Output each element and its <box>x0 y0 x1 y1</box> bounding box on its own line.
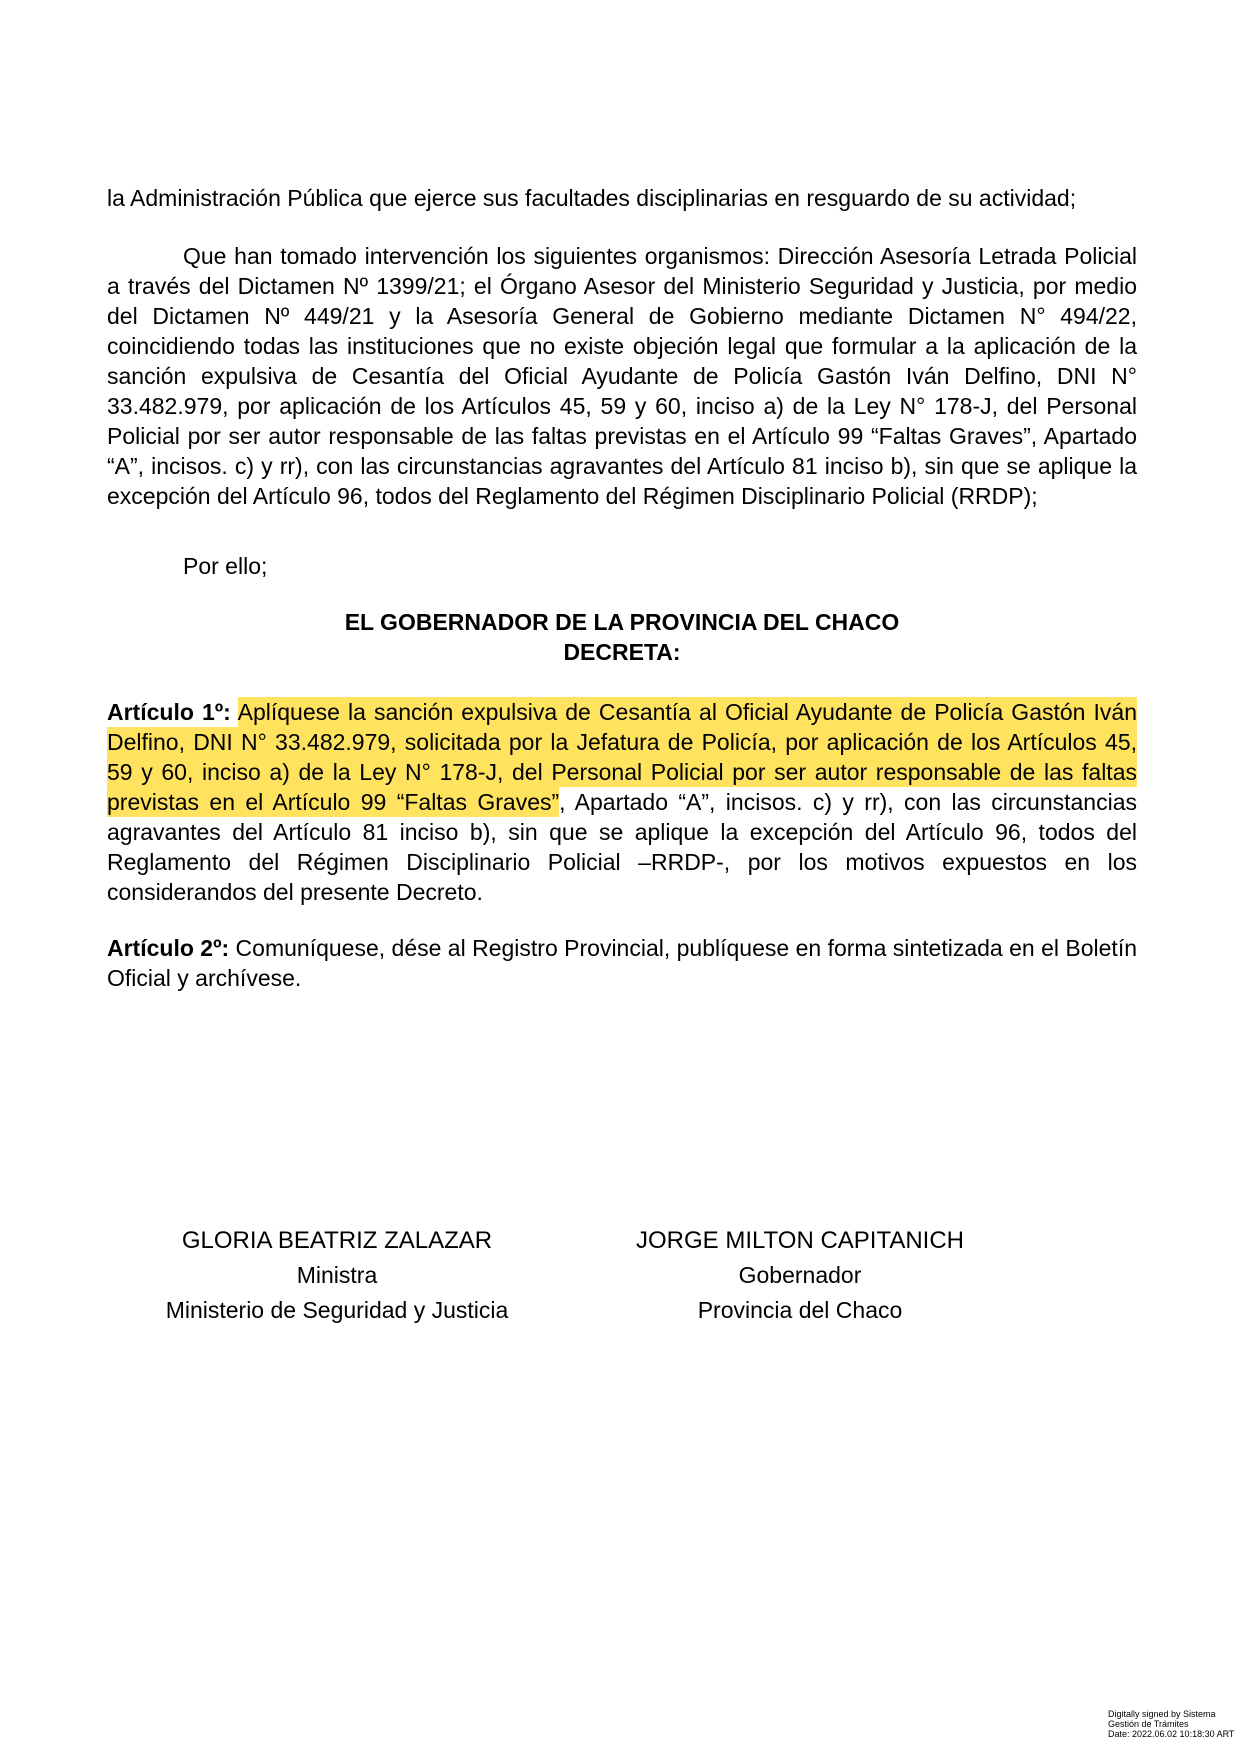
signer-name: GLORIA BEATRIZ ZALAZAR <box>181 1227 493 1254</box>
paragraph-articulo-1 <box>107 697 1137 907</box>
articulo-1-label: Artículo 1º: <box>107 699 231 725</box>
signature-block-gobernador <box>570 1223 1030 1328</box>
digital-signature-stamp <box>1108 1709 1234 1739</box>
articulo-1-rest-text: , Apartado “A”, incisos. c) y rr), con las circunstancias agravantes del Artículo 81 inciso b), sin que se aplique la excepción del Artículo 96, todos del Reglamento del Régimen Disciplinario Policial –RRDP-, por los motivos expuestos en los considerandos del presente Decreto. <box>107 789 1137 905</box>
paragraph-organismos: Que han tomado intervención los siguientes organismos: Dirección Asesoría Letrada Policial a través del Dictamen Nº 1399/21; el Órgano Asesor del Ministerio Seguridad y Justicia, por medio del Dictamen Nº 449/21 y la Asesoría General de Gobierno mediante Dictamen N° 494/22, coincidiendo todas las instituciones que no existe objeción legal que formular a la aplicación de la sanción expulsiva de Cesantía del Oficial Ayudante de Policía Gastón Iván Delfino, DNI N° 33.482.979, por aplicación de los Artículos 45, 59 y 60, inciso a) de la Ley N° 178-J, del Personal Policial por ser autor responsable de las faltas previstas en el Artículo 99 “Faltas Graves”, Apartado “A”, incisos. c) y rr), con las circunstancias agravantes del Artículo 81 inciso b), sin que se aplique la excepción del Artículo 96, todos del Reglamento del Régimen Disciplinario Policial (RRDP); <box>107 243 1137 509</box>
signer-name: JORGE MILTON CAPITANICH <box>635 1227 965 1254</box>
digital-signature-line1: Digitally signed by Sistema <box>1108 1709 1216 1719</box>
paragraph-intro: la Administración Pública que ejerce sus facultades disciplinarias en resguardo de su actividad; <box>107 185 1077 211</box>
digital-signature-line3: Date: 2022.06.02 10:18:30 ART <box>1108 1729 1235 1739</box>
decree-heading-line2: DECRETA: <box>563 639 681 665</box>
document-body <box>107 183 1137 1328</box>
signer-organization: Provincia del Chaco <box>697 1297 903 1323</box>
signature-block-ministra <box>107 1223 567 1328</box>
decree-heading-line1: EL GOBERNADOR DE LA PROVINCIA DEL CHACO <box>344 609 900 635</box>
signer-title: Ministra <box>296 1262 378 1288</box>
articulo-2-label: Artículo 2º: <box>107 935 230 961</box>
articulo-2-text: Comuníquese, dése al Registro Provincial, publíquese en forma sintetizada en el Boletín Oficial y archívese. <box>107 935 1137 991</box>
articulo-1-highlighted-text: Aplíquese la sanción expulsiva de Cesantía al Oficial Ayudante de Policía Gastón Iván Delfino, DNI N° 33.482.979, solicitada por la Jefatura de Policía, por aplicación de los Artículos 45, 59 y 60, inciso a) de la Ley N° 178-J, del Personal Policial por ser autor responsable de las faltas previstas en el Artículo 99 “Faltas Graves” <box>107 699 1138 815</box>
signer-organization: Ministerio de Seguridad y Justicia <box>165 1297 509 1323</box>
signer-title: Gobernador <box>738 1262 862 1288</box>
signature-blocks <box>107 1223 1137 1328</box>
paragraph-articulo-2 <box>107 933 1137 993</box>
paragraph-por-ello: Por ello; <box>183 553 268 579</box>
digital-signature-line2: Gestión de Trámites <box>1108 1719 1189 1729</box>
decree-heading <box>107 607 1137 667</box>
